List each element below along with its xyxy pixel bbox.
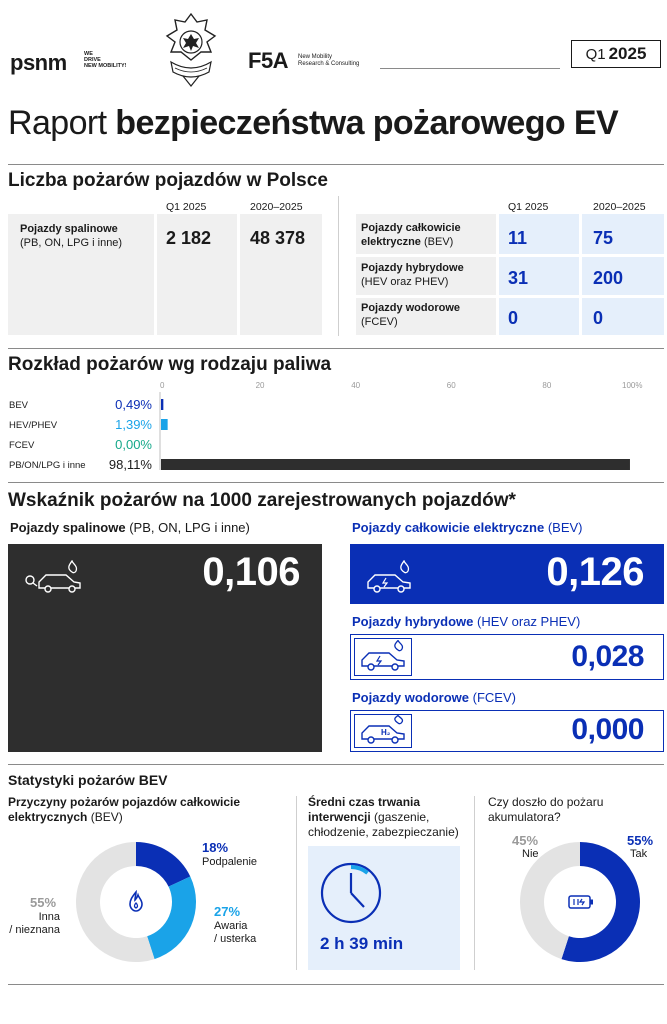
hydrogen-q1-value: 0 xyxy=(508,308,519,328)
battery-no-label: Nie xyxy=(522,848,539,860)
bev-label: Pojazdy całkowicie elektryczne (BEV) xyxy=(361,222,461,248)
donut-slice xyxy=(147,876,196,959)
fuel-bar-chart xyxy=(0,378,667,476)
quarter-badge: Q1 2025 xyxy=(571,40,661,68)
divider xyxy=(8,482,664,483)
combustion-indicator-label: Pojazdy spalinowe (PB, ON, LPG i inne) xyxy=(10,520,250,535)
psnm-tagline: WE DRIVE NEW MOBILITY! xyxy=(84,51,127,69)
combustion-indicator-value: 0,106 xyxy=(202,550,300,594)
battery-yes-label: Tak xyxy=(630,848,648,860)
fires-section-title: Liczba pożarów pojazdów w Polsce xyxy=(8,170,328,191)
fuel-pct-label: 1,39% xyxy=(115,417,152,432)
failure-pct: 27% xyxy=(214,904,241,919)
fuel-pct-label: 0,00% xyxy=(115,437,152,452)
col-head-q1-right: Q1 2025 xyxy=(508,201,549,213)
duration-heading: Średni czas trwania interwencji (gaszenie, chłodzenie, zabezpieczanie) xyxy=(308,795,459,839)
axis-tick-label: 80 xyxy=(542,381,552,390)
psnm-logo: psnm xyxy=(10,50,67,75)
hybrid-label: Pojazdy hybrydowe (HEV oraz PHEV) xyxy=(361,262,464,288)
battery-heading: Czy doszło do pożaru akumulatora? xyxy=(488,795,604,824)
bev-car-fire-icon xyxy=(364,560,424,596)
other-pct: 55% xyxy=(30,895,57,910)
hybrid-q1-value: 31 xyxy=(508,268,529,288)
axis-tick-label: 40 xyxy=(351,381,361,390)
fire-service-emblem-icon xyxy=(163,12,219,88)
f5a-logo: F5A xyxy=(248,48,289,73)
hydrogen-label: Pojazdy wodorowe (FCEV) xyxy=(361,302,461,328)
stats-section-title: Statystyki pożarów BEV xyxy=(8,772,168,788)
divider xyxy=(8,348,664,349)
hybrid-car-fire-icon xyxy=(358,640,410,674)
col-head-q1: Q1 2025 xyxy=(166,201,207,213)
axis-tick-label: 20 xyxy=(255,381,265,390)
hydrogen-indicator-label: Pojazdy wodorowe (FCEV) xyxy=(352,690,516,705)
clock-hand xyxy=(351,893,364,907)
fuel-bar xyxy=(161,459,630,470)
arson-pct: 18% xyxy=(202,840,229,855)
fuel-section-title: Rozkład pożarów wg rodzaju paliwa xyxy=(8,354,332,375)
duration-value: 2 h 39 min xyxy=(320,934,404,953)
combustion-q1-value: 2 182 xyxy=(166,228,212,248)
fuel-category-label: PB/ON/LPG i inne xyxy=(9,460,86,471)
combustion-range-value: 48 378 xyxy=(250,228,306,248)
f5a-tagline: New Mobility Research & Consulting xyxy=(298,54,360,67)
hybrid-indicator-label: Pojazdy hybrydowe (HEV oraz PHEV) xyxy=(352,614,581,629)
battery-no-pct: 45% xyxy=(512,833,539,848)
hybrid-indicator-value: 0,028 xyxy=(571,640,644,673)
stats-separator xyxy=(474,796,475,970)
fuel-category-label: FCEV xyxy=(9,440,35,451)
axis-tick-label: 100% xyxy=(622,381,643,390)
failure-label: Awaria / usterka xyxy=(214,920,257,945)
col-head-range-right: 2020–2025 xyxy=(593,201,646,213)
combustion-car-fire-icon xyxy=(22,560,86,596)
divider xyxy=(8,164,664,165)
other-label: Inna / nieznana xyxy=(9,911,60,936)
header-divider xyxy=(380,68,560,69)
divider xyxy=(8,984,664,985)
stats-separator xyxy=(296,796,297,970)
page-title: Raport bezpieczeństwa pożarowego EV xyxy=(8,104,619,142)
battery-icon xyxy=(568,894,594,910)
combustion-label: Pojazdy spalinowe (PB, ON, LPG i inne) xyxy=(20,223,123,249)
divider xyxy=(8,764,664,765)
fuel-chart-svg xyxy=(0,378,667,476)
fuel-category-label: BEV xyxy=(9,400,29,411)
fuel-bar xyxy=(161,399,163,410)
bev-indicator-label: Pojazdy całkowicie elektryczne (BEV) xyxy=(352,520,583,535)
bev-indicator-value: 0,126 xyxy=(546,550,644,594)
battery-yes-pct: 55% xyxy=(627,833,654,848)
bev-q1-value: 11 xyxy=(508,228,528,248)
fuel-pct-label: 98,11% xyxy=(108,457,152,472)
fuel-category-label: HEV/PHEV xyxy=(9,420,58,431)
bev-range-value: 75 xyxy=(593,228,614,248)
indicator-section-title: Wskaźnik pożarów na 1000 zarejestrowanych pojazdów* xyxy=(8,490,516,511)
axis-tick-label: 60 xyxy=(446,381,456,390)
arson-label: Podpalenie xyxy=(202,856,258,868)
fuel-bar xyxy=(161,419,168,430)
flame-icon xyxy=(124,890,148,914)
fuel-pct-label: 0,49% xyxy=(115,397,152,412)
clock-icon xyxy=(318,860,384,926)
h2-label: H₂ xyxy=(381,728,391,737)
hydrogen-indicator-value: 0,000 xyxy=(571,713,644,746)
causes-heading: Przyczyny pożarów pojazdów całkowicie elektrycznych (BEV) xyxy=(8,795,241,824)
axis-tick-label: 0 xyxy=(160,381,165,390)
hydrogen-range-value: 0 xyxy=(593,308,604,328)
hybrid-range-value: 200 xyxy=(593,268,624,288)
col-head-range: 2020–2025 xyxy=(250,201,303,213)
donut-slice xyxy=(136,842,190,887)
table-separator xyxy=(338,196,339,336)
